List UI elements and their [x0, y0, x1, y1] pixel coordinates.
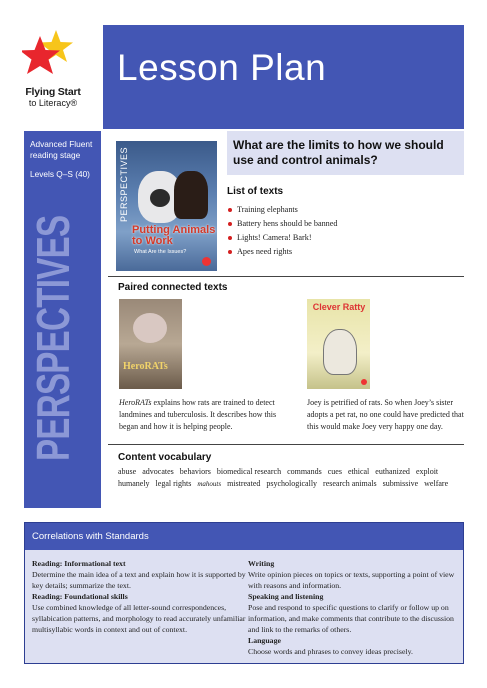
logo-brand-name: Flying Start — [25, 86, 81, 98]
standards-left-column — [32, 558, 247, 635]
standard-heading: Speaking and listening — [248, 592, 324, 601]
vocab-word: welfare — [424, 479, 449, 488]
list-item: Apes need rights — [227, 245, 338, 259]
cover-subtitle: What Are the Issues? — [134, 249, 187, 255]
list-of-texts — [227, 203, 338, 259]
correlations-title: Correlations with Standards — [32, 531, 149, 542]
vocab-word: mahouts — [197, 480, 222, 488]
main-book-cover — [116, 141, 217, 271]
vocab-word: exploit — [415, 467, 439, 476]
cover-logo-mark — [361, 379, 367, 385]
cover-person-image — [174, 171, 208, 219]
focus-question-banner — [227, 131, 464, 175]
herorats-desc-text: explains how rats are trained to detect landmines and tuberculosis. It describes how this began and how it is helping people. — [119, 398, 277, 431]
vocab-word: legal rights — [155, 479, 192, 488]
cover-title: Putting Animals to Work — [132, 224, 216, 247]
vocab-word: behaviors — [179, 467, 211, 476]
standard-heading: Reading: Informational text — [32, 559, 126, 568]
vocab-word: ethical — [347, 467, 370, 476]
content-vocabulary-heading: Content vocabulary — [118, 452, 212, 463]
standard-text: Pose and respond to specific questions to clarify or follow up on information, and make comments that contribute to the discussion and link to the remarks of others. — [248, 603, 454, 634]
reading-levels: Levels Q–S (40) — [30, 169, 90, 179]
herorats-cover — [119, 299, 182, 389]
vocab-word: advocates — [142, 467, 174, 476]
standard-heading: Writing — [248, 559, 275, 568]
flying-start-logo — [8, 30, 98, 115]
vocab-word: submissive — [382, 479, 419, 488]
herorats-description — [119, 397, 289, 433]
vocab-word: commands — [287, 467, 322, 476]
vocab-word: abuse — [118, 467, 137, 476]
focus-question: What are the limits to how we should use and control animals? — [233, 138, 444, 167]
cover-logo-mark — [202, 257, 211, 266]
reading-stage: Advanced Fluent reading stage — [30, 139, 93, 160]
logo-brand-tagline: to Literacy® — [28, 98, 78, 108]
divider — [108, 276, 464, 277]
herorats-title-italic: HeroRATs — [119, 398, 152, 407]
vocab-word: mistreated — [227, 479, 261, 488]
rat-image — [133, 313, 167, 343]
clever-ratty-description: Joey is petrified of rats. So when Joey’s sister adopts a pet rat, no one could have predicted that this would make Joey very happy one day. — [307, 398, 464, 431]
rat-illustration — [323, 329, 357, 375]
standard-text: Use combined knowledge of all letter-sound correspondences, syllabication patterns, and morphology to read accurately unfamiliar multisyllabic words in context and out of context. — [32, 603, 246, 634]
clever-ratty-cover — [307, 299, 370, 389]
vocab-word: cues — [327, 467, 342, 476]
vocab-word: euthanized — [375, 467, 410, 476]
herorats-cover-title: HeroRATs — [123, 361, 168, 372]
vocabulary-list — [118, 466, 458, 490]
vocab-word: biomedical research — [216, 467, 282, 476]
list-item: Training elephants — [227, 203, 338, 217]
header-banner — [103, 25, 464, 129]
paired-texts-heading: Paired connected texts — [118, 282, 228, 293]
standard-heading: Reading: Foundational skills — [32, 592, 128, 601]
standard-text: Determine the main idea of a text and explain how it is supported by key details; summarize the text. — [32, 570, 246, 590]
correlations-panel — [24, 522, 464, 664]
standard-heading: Language — [248, 636, 281, 645]
standards-right-column — [248, 558, 458, 657]
standard-text: Write opinion pieces on topics or texts, supporting a point of view with reasons and information. — [248, 570, 455, 590]
vocab-word: psychologically — [266, 479, 318, 488]
vocab-word: research animals — [323, 479, 377, 488]
clever-ratty-cover-title: Clever Ratty — [312, 302, 366, 312]
divider — [108, 444, 464, 445]
cover-series-label: PERSPECTIVES — [119, 147, 129, 223]
list-item: Lights! Camera! Bark! — [227, 231, 338, 245]
correlations-title-bar — [25, 523, 463, 550]
sidebar — [24, 131, 101, 508]
list-item: Battery hens should be banned — [227, 217, 338, 231]
page-title: Lesson Plan — [117, 47, 327, 88]
vocab-word: humanely — [118, 479, 150, 488]
standard-text: Choose words and phrases to convey ideas precisely. — [248, 647, 413, 656]
series-name-vertical: PERSPECTIVES — [27, 215, 79, 461]
stars-icon — [22, 30, 82, 88]
list-of-texts-heading: List of texts — [227, 186, 284, 197]
